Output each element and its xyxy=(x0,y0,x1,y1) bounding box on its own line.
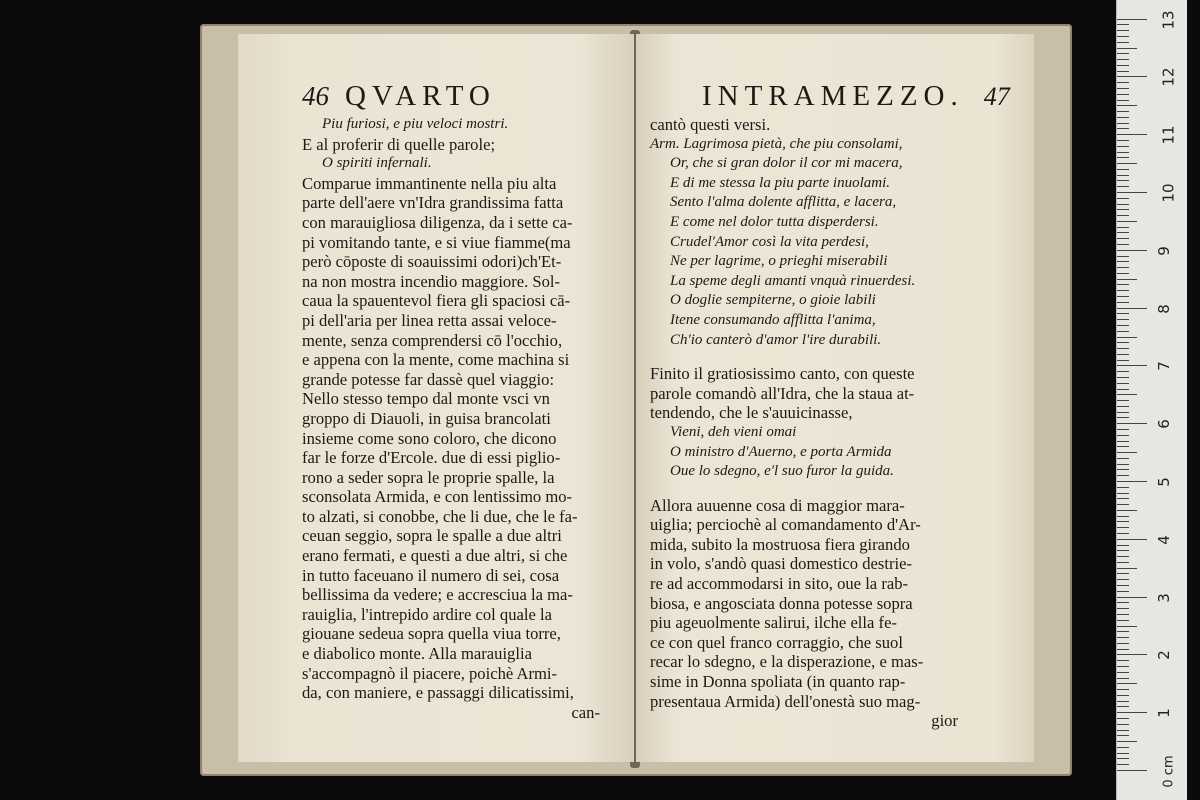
right-text-line: E di me stessa la piu parte inuolami. xyxy=(670,174,890,191)
left-catchword: can- xyxy=(571,702,600,722)
ruler-tick xyxy=(1117,712,1147,713)
ruler-tick xyxy=(1117,204,1129,205)
ruler-tick xyxy=(1117,36,1129,37)
ruler-tick xyxy=(1117,319,1129,320)
ruler-tick xyxy=(1117,325,1129,326)
right-running-head: INTRAMEZZO. xyxy=(702,80,964,112)
ruler-tick xyxy=(1117,394,1137,395)
ruler-tick xyxy=(1117,24,1129,25)
left-text-line: parte dell'aere vn'Idra grandissima fatta xyxy=(302,193,564,213)
ruler-tick xyxy=(1117,284,1129,285)
ruler-label: 2 xyxy=(1154,650,1173,661)
ruler-tick xyxy=(1117,614,1129,615)
ruler-tick xyxy=(1117,533,1129,534)
ruler-tick xyxy=(1117,180,1129,181)
right-text-line: sime in Donna spoliata (in quanto rap- xyxy=(650,672,906,692)
ruler-tick xyxy=(1117,209,1129,210)
ruler-tick xyxy=(1117,469,1129,470)
ruler-tick xyxy=(1117,695,1129,696)
ruler-tick xyxy=(1117,730,1129,731)
ruler-tick xyxy=(1117,487,1129,488)
ruler-label: 3 xyxy=(1154,592,1173,603)
ruler-tick xyxy=(1117,550,1129,551)
ruler-tick xyxy=(1117,313,1129,314)
left-text-line: però cōposte di soauissimi odori)ch'Et- xyxy=(302,252,562,272)
right-text-line: Vieni, deh vieni omai xyxy=(670,423,797,440)
ruler-tick xyxy=(1117,175,1129,176)
ruler-tick xyxy=(1117,770,1147,771)
ruler-tick xyxy=(1117,342,1129,343)
ruler-tick xyxy=(1117,53,1129,54)
ruler-tick xyxy=(1117,273,1129,274)
ruler-tick xyxy=(1117,88,1129,89)
left-text-line: s'accompagnò il piacere, poichè Armi- xyxy=(302,663,558,683)
right-text-line: ce con quel franco corraggio, che suol xyxy=(650,632,903,652)
ruler-tick xyxy=(1117,516,1129,517)
ruler-label: 9 xyxy=(1154,246,1173,256)
left-text-line: far le forze d'Ercole. due di essi piglio- xyxy=(302,448,561,468)
left-text-line: pi vomitando tante, e si viue fiamme(ma xyxy=(302,232,571,252)
ruler-tick xyxy=(1117,435,1129,436)
right-text-line: cantò questi versi. xyxy=(650,115,771,134)
right-text-line: O doglie sempiterne, o gioie labili xyxy=(670,292,876,309)
right-text-line: Ch'io canterò d'amor l'ire durabili. xyxy=(670,331,882,348)
right-text-line: presentaua Armida) dell'onestà suo mag- xyxy=(650,691,921,711)
ruler-tick xyxy=(1117,371,1129,372)
left-text-line: Comparue immantinente nella piu alta xyxy=(302,173,557,193)
ruler-tick xyxy=(1117,215,1129,216)
ruler-label: 10 xyxy=(1159,183,1178,203)
left-text-line: sconsolata Armida, e con lentissimo mo- xyxy=(302,487,573,507)
ruler-tick xyxy=(1117,423,1147,424)
right-text-line: Finito il gratiosissimo canto, con queste xyxy=(650,364,915,384)
ruler-tick xyxy=(1117,48,1137,49)
left-text-line: grande potesse far dassè quel viaggio: xyxy=(302,369,555,389)
ruler-tick xyxy=(1117,123,1129,124)
left-text-line: giouane sedeua sopra quella viua torre, xyxy=(302,624,561,644)
ruler-tick xyxy=(1117,105,1137,106)
left-text-line: Nello stesso tempo dal monte vsci vn xyxy=(302,389,550,409)
right-text-line: tendendo, che le s'auuicinasse, xyxy=(650,403,853,423)
ruler-tick xyxy=(1117,152,1129,153)
ruler-tick xyxy=(1117,227,1129,228)
ruler-tick xyxy=(1117,637,1129,638)
ruler-tick xyxy=(1117,573,1129,574)
ruler-tick xyxy=(1117,71,1129,72)
ruler-tick xyxy=(1117,562,1129,563)
right-text-line: recar lo sdegno, e la disperazione, e mas- xyxy=(650,652,924,672)
left-text-line: groppo di Diauoli, in guisa brancolati xyxy=(302,408,551,428)
open-book xyxy=(200,24,1072,776)
left-text-line: to alzati, si conobbe, che li due, che le fa- xyxy=(302,506,578,526)
ruler-tick xyxy=(1117,256,1129,257)
right-text-line: parole comandò all'Idra, che la staua at- xyxy=(650,383,915,403)
right-text-line: Itene consumando afflitta l'anima, xyxy=(670,311,876,328)
ruler-label: 11 xyxy=(1159,125,1178,145)
left-page xyxy=(238,34,634,762)
right-page-header xyxy=(650,80,1010,113)
ruler-label: 5 xyxy=(1154,477,1173,487)
right-text-line: in volo, s'andò quasi domestico destrie- xyxy=(650,554,912,574)
ruler-tick xyxy=(1117,244,1129,245)
left-text-line: na non mostra incendio maggiore. Sol- xyxy=(302,271,561,291)
ruler-tick xyxy=(1117,747,1129,748)
right-catchword: gior xyxy=(931,711,958,731)
ruler-tick xyxy=(1117,539,1147,540)
ruler-tick xyxy=(1117,672,1129,673)
ruler-tick xyxy=(1117,360,1129,361)
right-text-line: La speme degli amanti vnquà rinuerdesi. xyxy=(670,272,916,289)
ruler-label: 12 xyxy=(1159,67,1178,87)
ruler-label: 6 xyxy=(1154,419,1173,429)
ruler-tick xyxy=(1117,764,1129,765)
right-page-text xyxy=(650,115,974,711)
left-text-line: pi dell'aria per linea retta assai veloce- xyxy=(302,310,557,330)
ruler-tick xyxy=(1117,238,1129,239)
right-text-line: piu ageuolmente salirui, ilche ella fe- xyxy=(650,613,897,633)
left-text-line: rauiglia, l'intrepido ardire col quale la xyxy=(302,604,552,624)
ruler-tick xyxy=(1117,556,1129,557)
ruler-tick xyxy=(1117,527,1129,528)
ruler-tick xyxy=(1117,267,1129,268)
ruler-tick xyxy=(1117,631,1129,632)
ruler-tick xyxy=(1117,82,1129,83)
ruler-tick xyxy=(1117,65,1129,66)
measuring-ruler xyxy=(1116,0,1187,800)
ruler-tick xyxy=(1117,331,1129,332)
ruler-tick xyxy=(1117,412,1129,413)
ruler-tick xyxy=(1117,602,1129,603)
ruler-tick xyxy=(1117,389,1129,390)
right-text-line: Crudel'Amor così la vita perdesi, xyxy=(670,233,869,250)
ruler-tick xyxy=(1117,545,1129,546)
right-text-line: E come nel dolor tutta disperdersi. xyxy=(670,213,879,230)
ruler-tick xyxy=(1117,441,1129,442)
ruler-tick xyxy=(1117,626,1137,627)
ruler-tick xyxy=(1117,134,1147,135)
right-text-line: Arm. Lagrimosa pietà, che piu consolami, xyxy=(650,135,903,152)
ruler-tick xyxy=(1117,452,1137,453)
ruler-tick xyxy=(1117,100,1129,101)
ruler-tick xyxy=(1117,186,1129,187)
ruler-tick xyxy=(1117,701,1129,702)
ruler-tick xyxy=(1117,666,1129,667)
right-text-line: Oue lo sdegno, e'l suo furor la guida. xyxy=(670,463,894,480)
ruler-tick xyxy=(1117,348,1129,349)
ruler-tick xyxy=(1117,649,1129,650)
ruler-tick xyxy=(1117,417,1129,418)
ruler-tick xyxy=(1117,406,1129,407)
ruler-tick xyxy=(1117,198,1129,199)
right-text-line: Ne per lagrime, o prieghi miserabili xyxy=(670,253,888,270)
ruler-tick xyxy=(1117,157,1129,158)
left-text-line: con marauigliosa diligenza, da i sette ca- xyxy=(302,212,573,232)
ruler-tick xyxy=(1117,250,1147,251)
left-text-line: e diabolico monte. Alla marauiglia xyxy=(302,644,532,664)
right-text-line: Sento l'alma dolente afflitta, e lacera, xyxy=(670,194,897,211)
ruler-tick xyxy=(1117,579,1129,580)
left-text-line: da, con maniere, e passaggi dilicatissimi, xyxy=(302,683,574,703)
ruler-tick xyxy=(1117,585,1129,586)
ruler-tick xyxy=(1117,498,1129,499)
ruler-tick xyxy=(1117,30,1129,31)
left-text-line: E al proferir di quelle parole; xyxy=(302,134,496,154)
ruler-tick xyxy=(1117,475,1129,476)
ruler-tick xyxy=(1117,568,1137,569)
left-page-text xyxy=(302,115,616,703)
right-page-number: 47 xyxy=(983,82,1010,111)
right-page xyxy=(636,34,1034,762)
left-text-line: Piu furiosi, e piu veloci mostri. xyxy=(322,116,509,132)
ruler-tick xyxy=(1117,504,1129,505)
ruler-tick xyxy=(1117,232,1129,233)
ruler-tick xyxy=(1117,279,1137,280)
ruler-tick xyxy=(1117,660,1129,661)
right-text-line xyxy=(650,482,974,496)
ruler-tick xyxy=(1117,753,1129,754)
left-text-line: e appena con la mente, come machina si xyxy=(302,350,570,370)
left-page-number: 46 xyxy=(302,81,329,111)
ruler-tick xyxy=(1117,597,1147,598)
right-text-line: uiglia; perciochè al comandamento d'Ar- xyxy=(650,515,921,535)
ruler-tick xyxy=(1117,758,1129,759)
ruler-tick xyxy=(1117,354,1129,355)
ruler-tick xyxy=(1117,19,1147,20)
ruler-tick xyxy=(1117,290,1129,291)
ruler-tick xyxy=(1117,608,1129,609)
right-text-line: Allora auuenne cosa di maggior mara- xyxy=(650,495,905,515)
ruler-tick xyxy=(1117,163,1137,164)
ruler-tick xyxy=(1117,706,1129,707)
ruler-tick xyxy=(1117,59,1129,60)
ruler-tick xyxy=(1117,400,1129,401)
ruler-tick xyxy=(1117,42,1129,43)
ruler-tick xyxy=(1117,192,1147,193)
ruler-tick xyxy=(1117,302,1129,303)
right-text-line xyxy=(650,350,974,364)
ruler-tick xyxy=(1117,510,1137,511)
ruler-tick xyxy=(1117,337,1137,338)
ruler-tick xyxy=(1117,169,1129,170)
ruler-tick xyxy=(1117,429,1129,430)
ruler-tick xyxy=(1117,683,1137,684)
ruler-tick xyxy=(1117,458,1129,459)
ruler-tick xyxy=(1117,377,1129,378)
ruler-tick xyxy=(1117,481,1147,482)
left-text-line: rono a seder sopra le proprie spalle, la xyxy=(302,467,555,487)
ruler-tick xyxy=(1117,140,1129,141)
left-text-line: erano fermati, e questi a due altri, si che xyxy=(302,546,568,566)
ruler-tick xyxy=(1117,221,1137,222)
ruler-tick xyxy=(1117,111,1129,112)
ruler-tick xyxy=(1117,521,1129,522)
ruler-tick xyxy=(1117,128,1129,129)
ruler-label: 7 xyxy=(1154,361,1173,372)
left-running-head: QVARTO xyxy=(345,80,496,112)
ruler-tick xyxy=(1117,689,1129,690)
left-text-line: ceuan seggio, sopra le spalle a due altri xyxy=(302,526,562,546)
ruler-tick xyxy=(1117,591,1129,592)
ruler-tick xyxy=(1117,76,1147,77)
right-text-line: biosa, e angosciata donna potesse sopra xyxy=(650,593,913,613)
ruler-tick xyxy=(1117,464,1129,465)
ruler-tick xyxy=(1117,643,1129,644)
ruler-label: 4 xyxy=(1154,535,1173,545)
left-text-line: caua la spauentevol fiera gli spaciosi cā- xyxy=(302,291,571,311)
ruler-tick xyxy=(1117,261,1129,262)
right-text-line: O ministro d'Auerno, e porta Armida xyxy=(670,443,892,460)
ruler-tick xyxy=(1117,117,1129,118)
ruler-tick xyxy=(1117,446,1129,447)
ruler-unit-label: 0 cm xyxy=(1161,755,1177,788)
ruler-tick xyxy=(1117,365,1147,366)
ruler-tick xyxy=(1117,296,1129,297)
left-text-line: mente, senza comprendersi cō l'occhio, xyxy=(302,330,563,350)
ruler-tick xyxy=(1117,493,1129,494)
ruler-tick xyxy=(1117,620,1129,621)
left-page-header xyxy=(302,80,616,113)
ruler-tick xyxy=(1117,735,1129,736)
ruler-label: 8 xyxy=(1154,303,1173,314)
left-text-line: in tutto faceuano il numero di sei, cosa xyxy=(302,565,560,585)
right-text-line: mida, subito la mostruosa fiera girando xyxy=(650,534,910,554)
ruler-tick xyxy=(1117,308,1147,309)
ruler-tick xyxy=(1117,741,1137,742)
ruler-tick xyxy=(1117,146,1129,147)
left-text-line: insieme come sono coloro, che dicono xyxy=(302,428,557,448)
ruler-label: 1 xyxy=(1154,708,1173,718)
ruler-tick xyxy=(1117,654,1147,655)
ruler-tick xyxy=(1117,724,1129,725)
right-text-line: Or, che si gran dolor il cor mi macera, xyxy=(670,155,903,172)
ruler-tick xyxy=(1117,718,1129,719)
left-text-line: O spiriti infernali. xyxy=(322,155,432,172)
left-text-line: bellissima da vedere; e accresciua la ma- xyxy=(302,585,573,605)
right-text-line: re ad accommodarsi in sito, oue la rab- xyxy=(650,574,909,594)
ruler-tick xyxy=(1117,383,1129,384)
ruler-label: 13 xyxy=(1159,10,1178,30)
ruler-tick xyxy=(1117,678,1129,679)
ruler-tick xyxy=(1117,94,1129,95)
